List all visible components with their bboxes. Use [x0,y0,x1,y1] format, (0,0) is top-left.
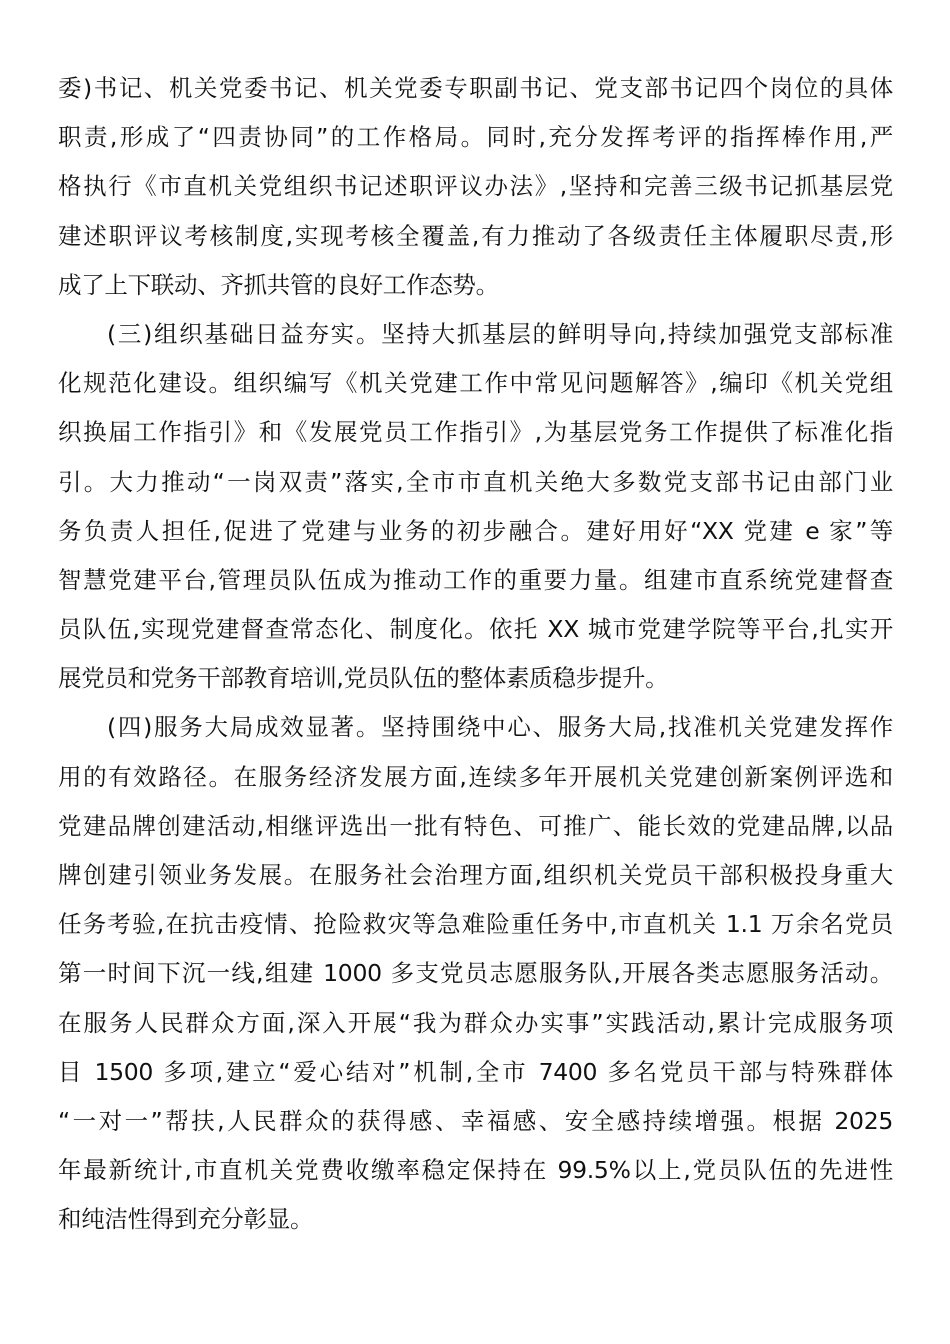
text-line: 成了上下联动、齐抓共管的良好工作态势。 [58,270,499,299]
text-line: 格执行《市直机关党组织书记述职评议办法》,坚持和完善三级书记抓基层党 [58,172,893,201]
text-line: 展党员和党务干部教育培训,党员队伍的整体素质稳步提升。 [58,664,669,693]
text-line: 用的有效路径。在服务经济发展方面,连续多年开展机关党建创新案例评选和 [58,762,893,791]
text-line: 牌创建引领业务发展。在服务社会治理方面,组织机关党员干部积极投身重大 [58,861,893,889]
text-line: 智慧党建平台,管理员队伍成为推动工作的重要力量。组建市直系统党建督查 [58,565,893,594]
text-line: 员队伍,实现党建督查常态化、制度化。依托 XX 城市党建学院等平台,扎实开 [58,615,893,644]
section-heading-line: (三)组织基础日益夯实。坚持大抓基层的鲜明导向,持续加强党支部标准 [107,319,893,348]
text-line: 引。大力推动“一岗双责”落实,全市市直机关绝大多数党支部书记由部门业 [58,467,893,496]
paragraph-continued [58,68,893,314]
paragraph-section-3 [58,314,893,708]
text-line: 织换届工作指引》和《发展党员工作指引》,为基层党务工作提供了标准化指 [58,418,893,447]
text-line: 年最新统计,市直机关党费收缴率稳定保持在 99.5%以上,党员队伍的先进性 [58,1156,893,1185]
text-line: 职责,形成了“四责协同”的工作格局。同时,充分发挥考评的指挥棒作用,严 [58,123,893,152]
text-line: 化规范化建设。组织编写《机关党建工作中常见问题解答》,编印《机关党组 [58,369,893,398]
text-line: “一对一”帮扶,人民群众的获得感、幸福感、安全感持续增强。根据 2025 [58,1106,893,1135]
text-line: 目 1500 多项,建立“爱心结对”机制,全市 7400 多名党员干部与特殊群体 [58,1057,893,1086]
text-line: 委)书记、机关党委书记、机关党委专职副书记、党支部书记四个岗位的具体 [58,74,893,102]
text-line: 第一时间下沉一线,组建 1000 多支党员志愿服务队,开展各类志愿服务活动。 [58,959,893,988]
section-heading-line: (四)服务大局成效显著。坚持围绕中心、服务大局,找准机关党建发挥作 [107,713,893,742]
text-line: 任务考验,在抗击疫情、抢险救灾等急难险重任务中,市直机关 1.1 万余名党员 [58,910,893,939]
text-line: 和纯洁性得到充分彰显。 [58,1205,314,1234]
paragraph-section-4 [58,707,893,1248]
text-line: 建述职评议考核制度,实现考核全覆盖,有力推动了各级责任主体履职尽责,形 [58,221,893,250]
text-line: 务负责人担任,促进了党建与业务的初步融合。建好用好“XX 党建 e 家”等 [58,516,893,545]
text-line: 党建品牌创建活动,相继评选出一批有特色、可推广、能长效的党建品牌,以品 [58,811,893,840]
document-page [58,68,893,1249]
text-line: 在服务人民群众方面,深入开展“我为群众办实事”实践活动,累计完成服务项 [58,1008,893,1037]
